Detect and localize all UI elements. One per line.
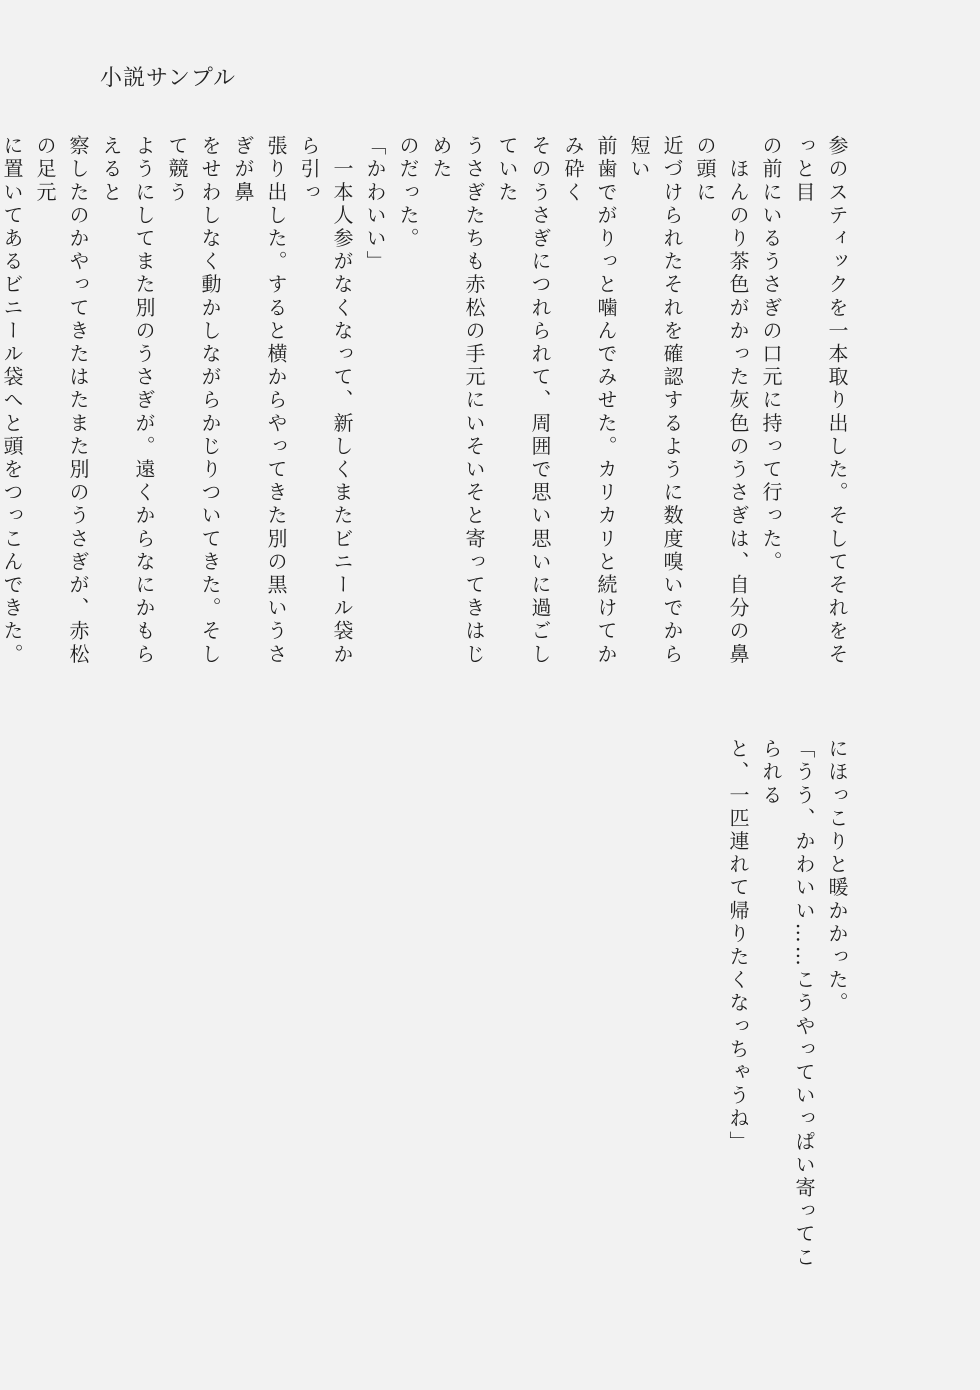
text-line: と、一匹連れて帰りたくなっちゃうね」	[726, 738, 750, 1154]
text-line: にほっこりと暖かかった。	[825, 738, 849, 1016]
text-line: 一本人参がなくなって、新しくまたビニール袋から引っ	[297, 135, 354, 667]
text-line: ほんのり茶色がかった灰色のうさぎは、自分の鼻の頭に	[693, 135, 750, 667]
text-line: 「かわいい」	[363, 135, 387, 274]
text-line: をせわしなく動かしながらかじりついてきた。そして競う	[165, 135, 222, 667]
page-title: 小説サンプル	[100, 66, 237, 91]
upper-text-block	[0, 135, 853, 675]
text-line: 参のスティックを一本取り出した。そしてそれをそっと目	[792, 135, 849, 667]
text-line: 張り出した。すると横からやってきた別の黒いうさぎが鼻	[231, 135, 288, 667]
text-line: 近づけられたそれを確認するように数度嗅いでから短い	[627, 135, 684, 667]
text-line: 前歯でがりっと噛んでみせた。カリカリと続けてかみ砕く	[561, 135, 618, 667]
text-line: の前にいるうさぎの口元に持って行った。	[759, 135, 783, 574]
text-line: ようにしてまた別のうさぎが。遠くからなにかもらえると	[99, 135, 156, 667]
text-line: うさぎたちも赤松の手元にいそいそと寄ってきはじめた	[429, 135, 486, 667]
text-line: そのうさぎにつれられて、周囲で思い思いに過ごしていた	[495, 135, 552, 667]
text-line: 「うう、かわいい……こうやっていっぱい寄ってこられる	[759, 738, 816, 1270]
lower-text-block	[726, 738, 853, 1278]
text-line: に置いてあるビニール袋へと頭をつっこんできた。	[0, 135, 24, 667]
text-line: 察したのかやってきたはたまた別のうさぎが、赤松の足元	[33, 135, 90, 667]
text-line: のだった。	[396, 135, 420, 251]
